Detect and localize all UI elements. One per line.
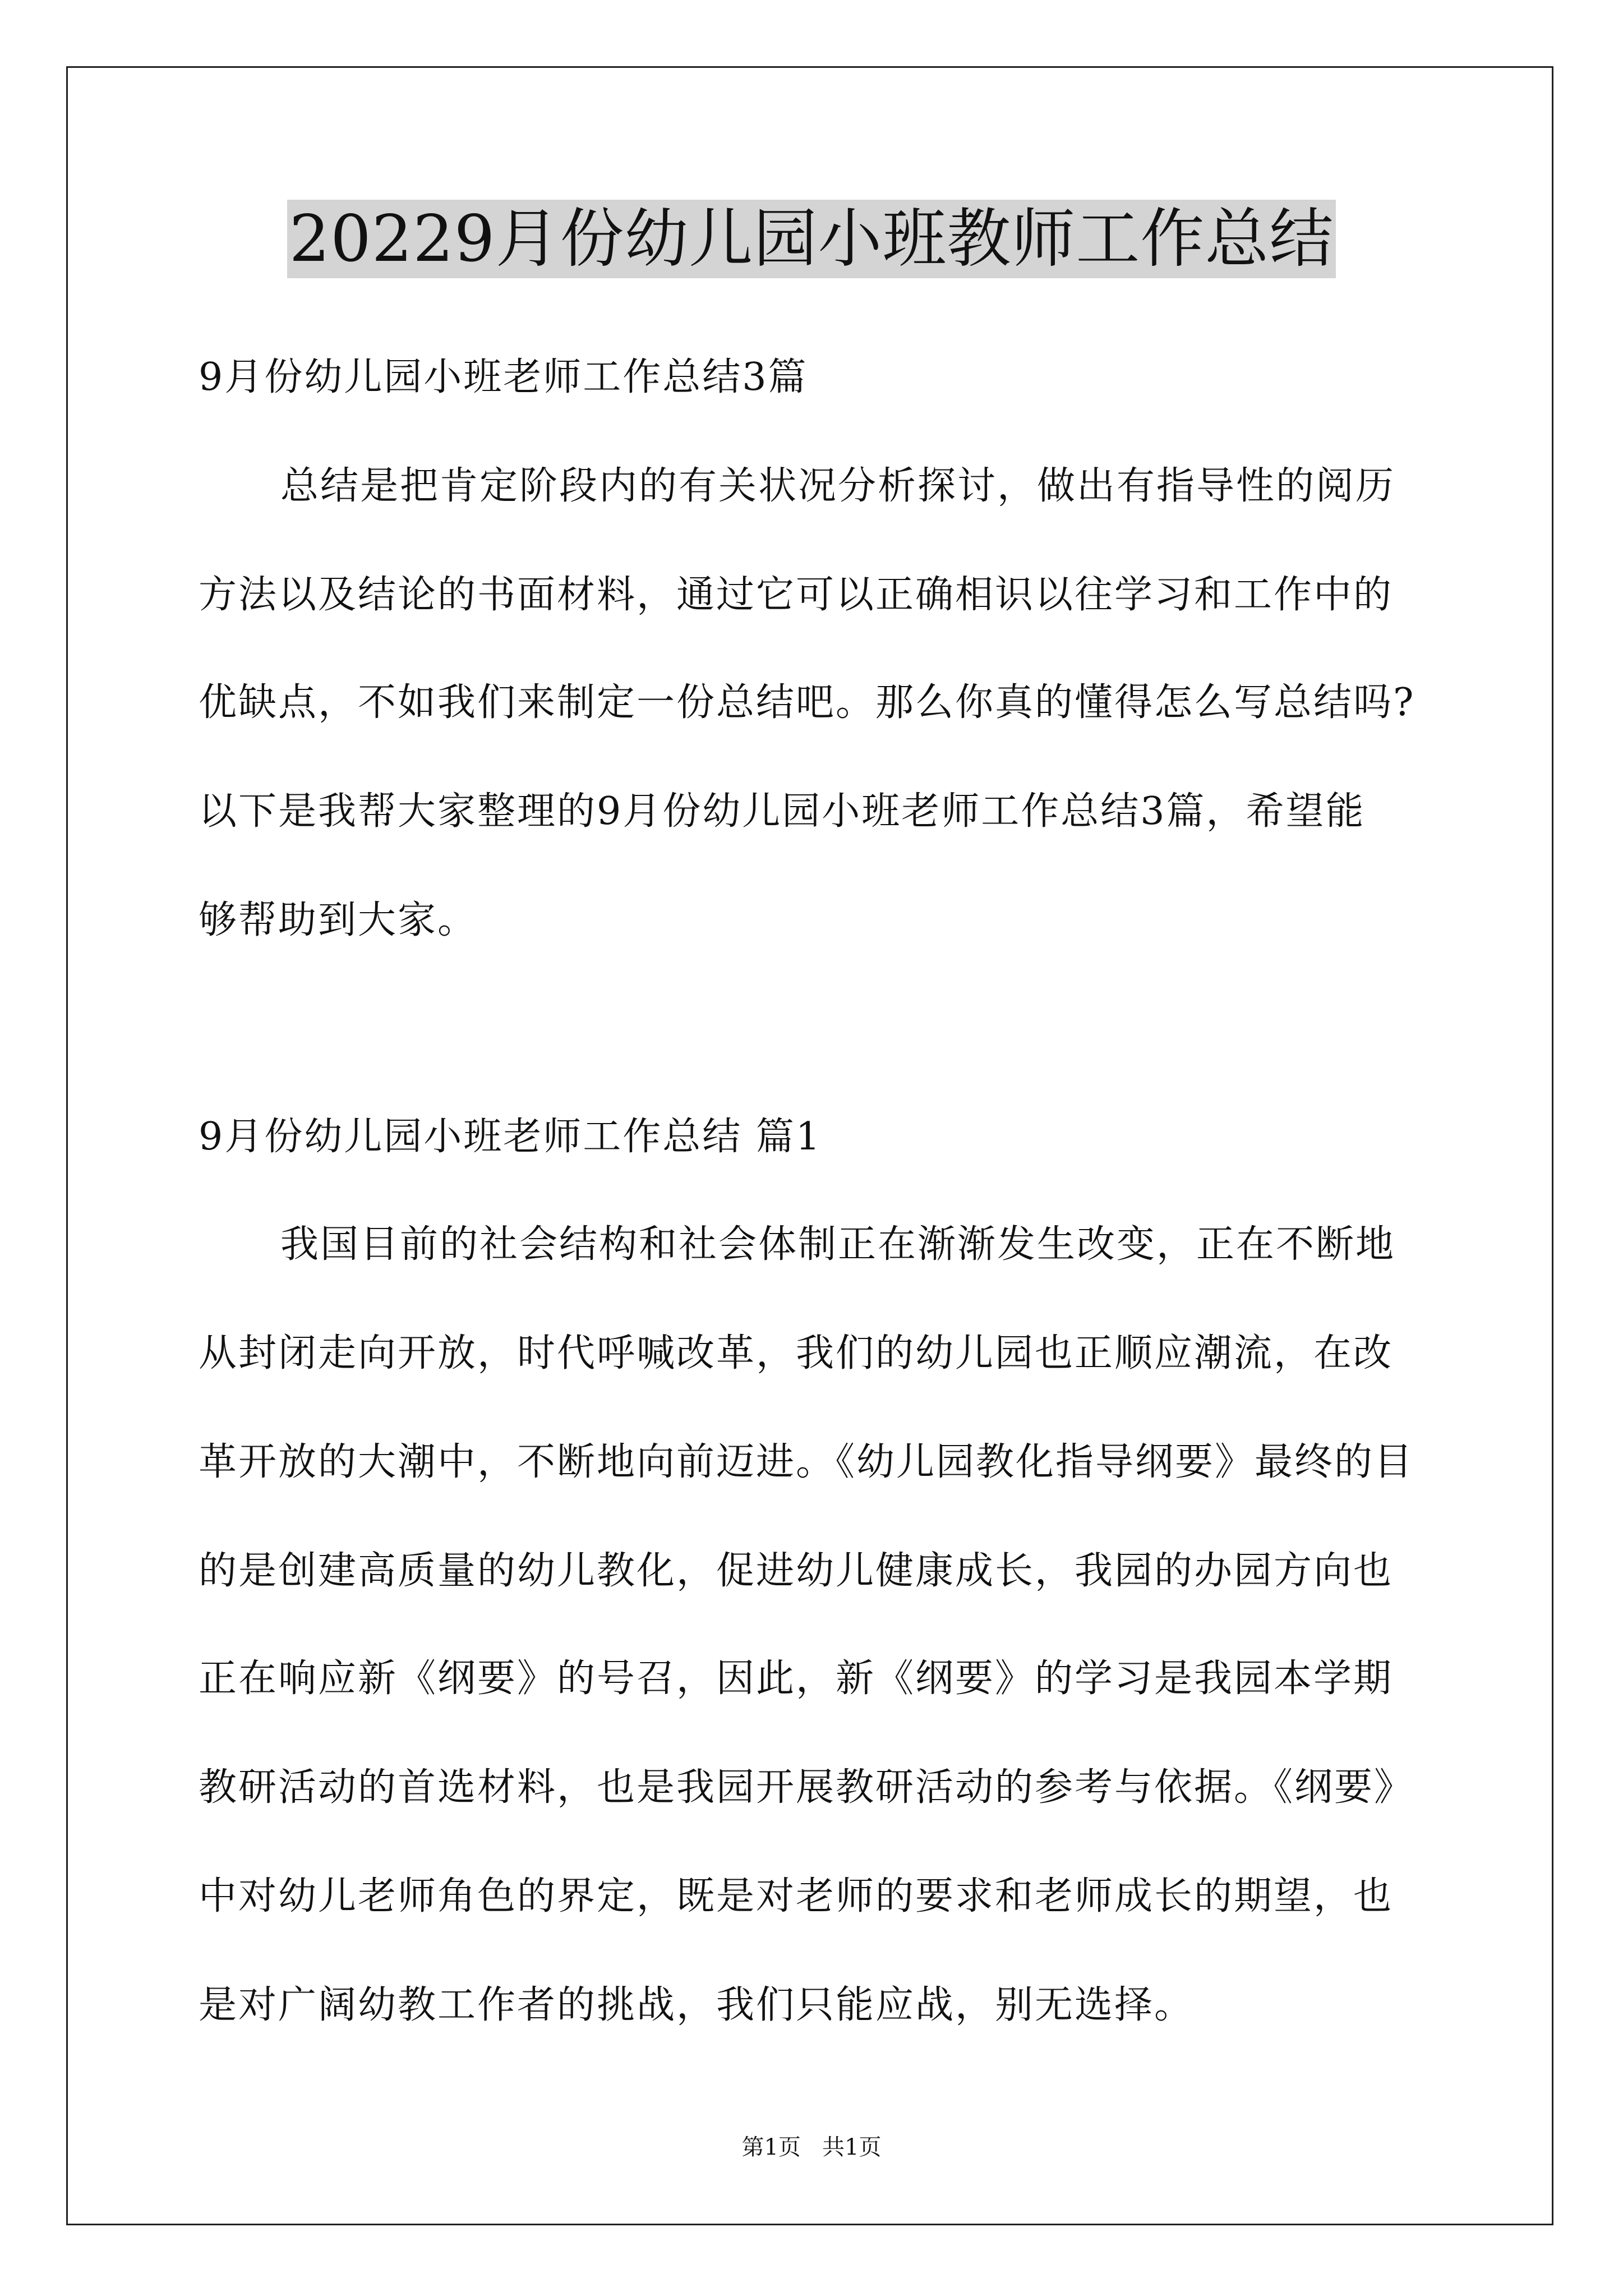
- intro-line: 总结是把肯定阶段内的有关状况分析探讨，做出有指导性的阅历: [280, 464, 1396, 508]
- body-line: 教研活动的首选材料，也是我园开展教研活动的参考与依据。《纲要》: [199, 1765, 1414, 1810]
- body-line: 从封闭走向开放，时代呼喊改革，我们的幼儿园也正顺应潮流，在改: [199, 1331, 1394, 1375]
- document-title: 20229月份幼儿园小班教师工作总结: [287, 200, 1336, 278]
- intro-line: 优缺点，不如我们来制定一份总结吧。那么你真的懂得怎么写总结吗?: [199, 680, 1415, 725]
- intro-line: 以下是我帮大家整理的9月份幼儿园小班老师工作总结3篇，希望能: [199, 789, 1366, 834]
- page-footer: 第1页 共1页: [741, 2134, 882, 2160]
- body-line: 我国目前的社会结构和社会体制正在渐渐发生改变，正在不断地: [280, 1222, 1396, 1267]
- body-line: 是对广阔幼教工作者的挑战，我们只能应战，别无选择。: [199, 1983, 1195, 2027]
- intro-line: 方法以及结论的书面材料，通过它可以正确相识以往学习和工作中的: [199, 573, 1394, 617]
- body-line: 正在响应新《纲要》的号召，因此，新《纲要》的学习是我园本学期: [199, 1657, 1394, 1701]
- body-line: 的是创建高质量的幼儿教化，促进幼儿健康成长，我园的办园方向也: [199, 1549, 1394, 1593]
- title-container: [0, 200, 1623, 278]
- section-heading: 9月份幼儿园小班老师工作总结 篇1: [199, 1115, 822, 1159]
- intro-line: 够帮助到大家。: [199, 898, 478, 942]
- body-line: 中对幼儿老师角色的界定，既是对老师的要求和老师成长的期望，也: [199, 1874, 1394, 1918]
- body-line: 革开放的大潮中，不断地向前迈进。《幼儿园教化指导纲要》最终的目: [199, 1440, 1414, 1484]
- document-subtitle: 9月份幼儿园小班老师工作总结3篇: [199, 355, 808, 399]
